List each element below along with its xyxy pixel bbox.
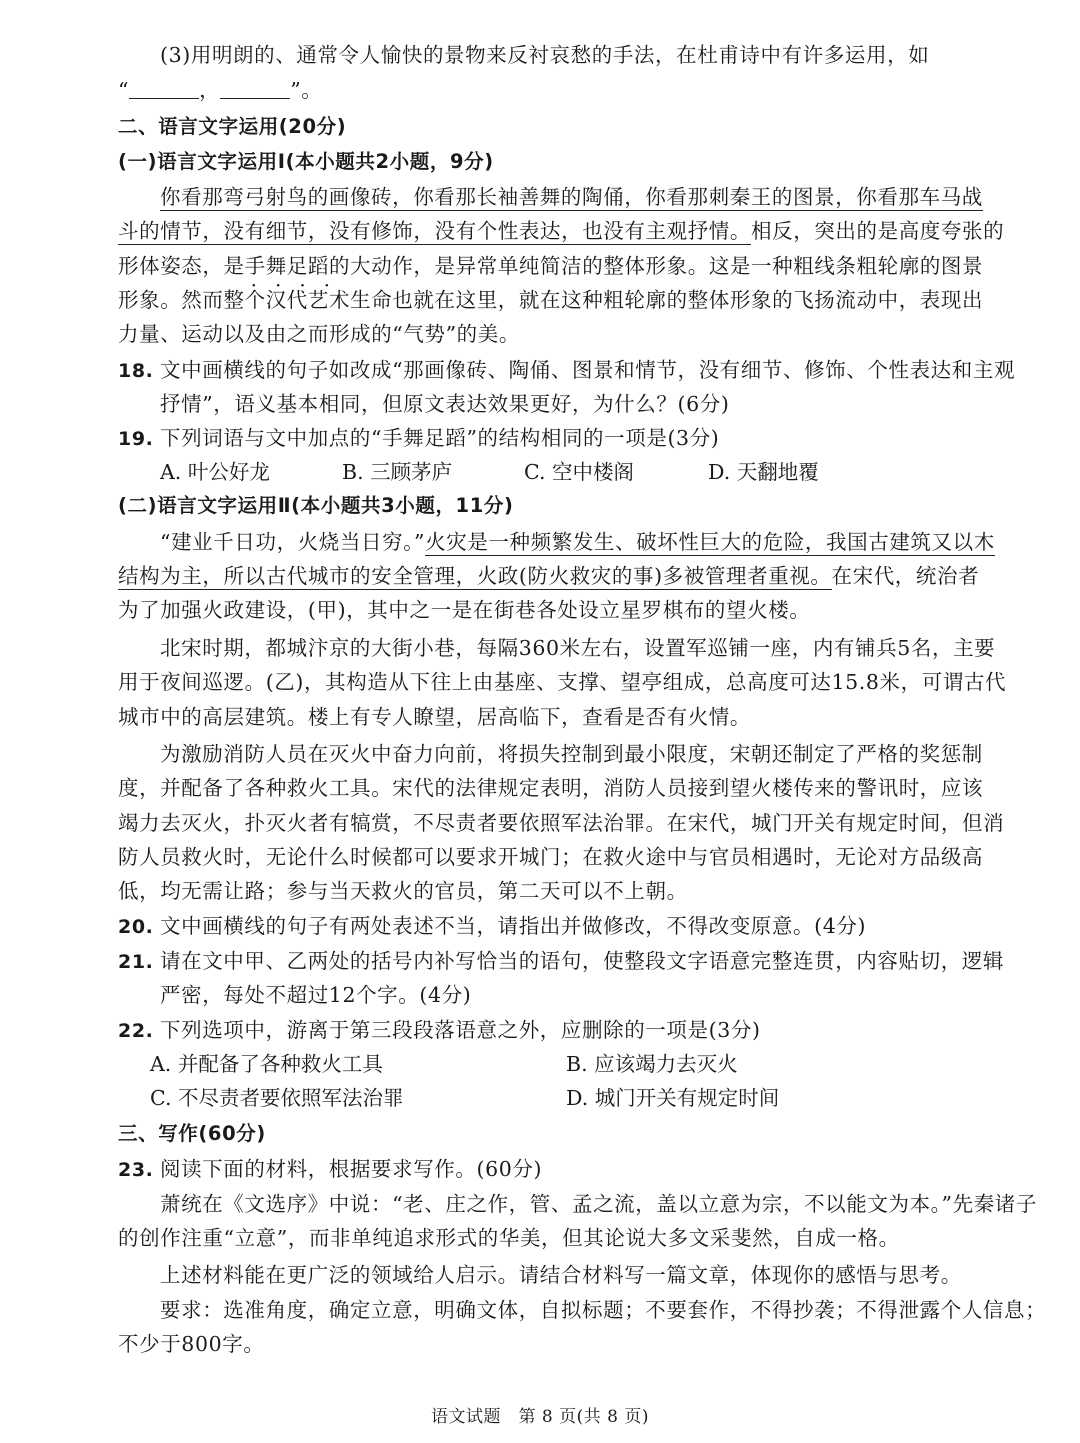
part-1-title: (一)语言文字运用Ⅰ(本小题共2小题，9分) — [118, 150, 494, 173]
question-number: 22. — [118, 1020, 154, 1042]
question-21: 21. 请在文中甲、乙两处的括号内补写恰当的语句，使整段文字语意完整连贯，内容贴切，逻辑 — [118, 944, 990, 979]
q22-option-c[interactable]: C. 不尽责者要依照军法治罪 — [150, 1086, 404, 1110]
page-footer: 语文试题 第 8 页(共 8 页) — [430, 1407, 649, 1427]
passage2-p1-line3: 为了加强火政建设，(甲)，其中之一是在街巷各处设立星罗棋布的望火楼。 — [118, 598, 811, 622]
part-2-title: (二)语言文字运用Ⅱ(本小题共3小题，11分) — [118, 494, 514, 517]
passage2-p3-line5: 低，均无需让路；参与当天救火的官员，第二天可以不上朝。 — [118, 879, 688, 903]
passage1-line2: 斗的情节，没有细节，没有修饰，没有个性表达，也没有主观抒情。相反，突出的是高度夸张的 — [118, 219, 1005, 243]
question-19: 19. 下列词语与文中加点的“手舞足蹈”的结构相同的一项是(3分) — [118, 421, 990, 456]
passage1-line3: 形体姿态，是手舞足蹈 · · · ·的大动作，是异常单纯简洁的整体形象。这是一种粗线条粗轮廓的图景 — [118, 249, 990, 283]
passage2-p3-line1: 为激励消防人员在灭火中奋力向前，将损失控制到最小限度，宋朝还制定了严格的奖惩制 — [160, 742, 983, 766]
passage2-p3-line2: 度，并配备了各种救火工具。宋代的法律规定表明，消防人员接到望火楼传来的警讯时，应该 — [118, 776, 984, 800]
question-18: 18. 文中画横线的句子如改成“那画像砖、陶俑、图景和情节，没有细节、修饰、个性表达和主观 — [118, 353, 990, 388]
passage1-line5: 力量、运动以及由之而形成的“气势”的美。 — [118, 322, 520, 346]
passage2-p3-line4: 防人员救火时，无论什么时候都可以要求开城门；在救火途中与官员相遇时，无论对方品级高 — [118, 845, 984, 869]
q19-option-c[interactable]: C. 空中楼阁 — [524, 460, 634, 484]
passage2-p1-line1: “建业千日功，火烧当日穷。”火灾是一种频繁发生、破坏性巨大的危险，我国古建筑又以木 — [160, 530, 995, 554]
q19-option-a[interactable]: A. 叶公好龙 — [160, 460, 270, 484]
passage2-p2-line3: 城市中的高层建筑。楼上有专人瞭望，居高临下，查看是否有火情。 — [118, 705, 751, 729]
q22-option-b[interactable]: B. 应该竭力去灭火 — [566, 1052, 738, 1076]
question-23: 23. 阅读下面的材料，根据要求写作。(60分) — [118, 1152, 990, 1187]
passage2-p2-line1: 北宋时期，都城汴京的大街小巷，每隔360米左右，设置军巡铺一座，内有铺兵5名，主要 — [160, 636, 996, 660]
passage2-p2-line2: 用于夜间巡逻。(乙)，其构造从下往上由基座、支撑、望亭组成，总高度可达15.8米，可谓古代 — [118, 670, 1007, 694]
q22-option-a[interactable]: A. 并配备了各种救火工具 — [150, 1052, 383, 1076]
requirements-line1: 要求：选准角度，确定立意，明确文体，自拟标题；不要套作，不得抄袭；不得泄露个人信息； — [160, 1298, 1047, 1322]
passage2-p3-line3: 竭力去灭火，扑灭火者有犒赏，不尽责者要依照军法治罪。在宋代，城门开关有规定时间，但消 — [118, 811, 1005, 835]
q17-part3-line1: (3)用明朗的、通常令人愉快的景物来反衬哀愁的手法，在杜甫诗中有许多运用，如 — [160, 43, 930, 67]
q19-option-d[interactable]: D. 天翻地覆 — [708, 460, 819, 484]
question-number: 18. — [118, 360, 154, 382]
question-21-line2: 严密，每处不超过12个字。(4分) — [160, 983, 472, 1007]
underlined-sentence: 结构为主，所以古代城市的安全管理，火政(防火救灾的事)多被管理者重视。 — [118, 564, 832, 588]
question-number: 23. — [118, 1159, 154, 1181]
dotted-phrase: 手舞足蹈 · · · · — [245, 254, 329, 278]
answer-blank-2[interactable] — [220, 78, 290, 99]
answer-blank-1[interactable] — [129, 78, 199, 99]
material-line3: 上述材料能在更广泛的领域给人启示。请结合材料写一篇文章，体现你的感悟与思考。 — [160, 1263, 962, 1287]
question-18-line2: 抒情”，语义基本相同，但原文表达效果更好，为什么？(6分) — [160, 392, 730, 416]
q17-part3-line2: “ ， ”。 — [118, 78, 323, 102]
question-22: 22. 下列选项中，游离于第三段段落语意之外，应删除的一项是(3分) — [118, 1013, 990, 1048]
q22-option-d[interactable]: D. 城门开关有规定时间 — [566, 1086, 780, 1110]
section-3-title: 三、写作(60分) — [118, 1122, 266, 1145]
material-line2: 的创作注重“立意”，而非单纯追求形式的华美，但其论说大多文采斐然，自成一格。 — [118, 1226, 900, 1250]
question-number: 19. — [118, 428, 154, 450]
passage1-line4: 形象。然而整个汉代艺术生命也就在这里，就在这种粗轮廓的整体形象的飞扬流动中，表现出 — [118, 288, 984, 312]
question-number: 21. — [118, 951, 154, 973]
question-20: 20. 文中画横线的句子有两处表述不当，请指出并做修改，不得改变原意。(4分) — [118, 909, 990, 944]
requirements-line2: 不少于800字。 — [118, 1332, 265, 1356]
passage1-line1 — [160, 180, 990, 214]
passage2-p1-line2: 结构为主，所以古代城市的安全管理，火政(防火救灾的事)多被管理者重视。在宋代，统治者 — [118, 564, 980, 588]
material-line1: 萧统在《文选序》中说：“老、庄之作，管、孟之流，盖以立意为宗，不以能文为本。”先秦诸子 — [160, 1192, 1038, 1216]
section-2-title: 二、语言文字运用(20分) — [118, 115, 347, 138]
q19-option-b[interactable]: B. 三顾茅庐 — [342, 460, 453, 484]
underlined-sentence: 火灾是一种频繁发生、破坏性巨大的危险，我国古建筑又以木 — [425, 530, 995, 554]
underlined-sentence: 你看那弯弓射鸟的画像砖，你看那长袖善舞的陶俑，你看那刺秦王的图景，你看那车马战 — [160, 185, 983, 209]
underlined-sentence: 斗的情节，没有细节，没有修饰，没有个性表达，也没有主观抒情。 — [118, 219, 751, 243]
question-number: 20. — [118, 916, 154, 938]
